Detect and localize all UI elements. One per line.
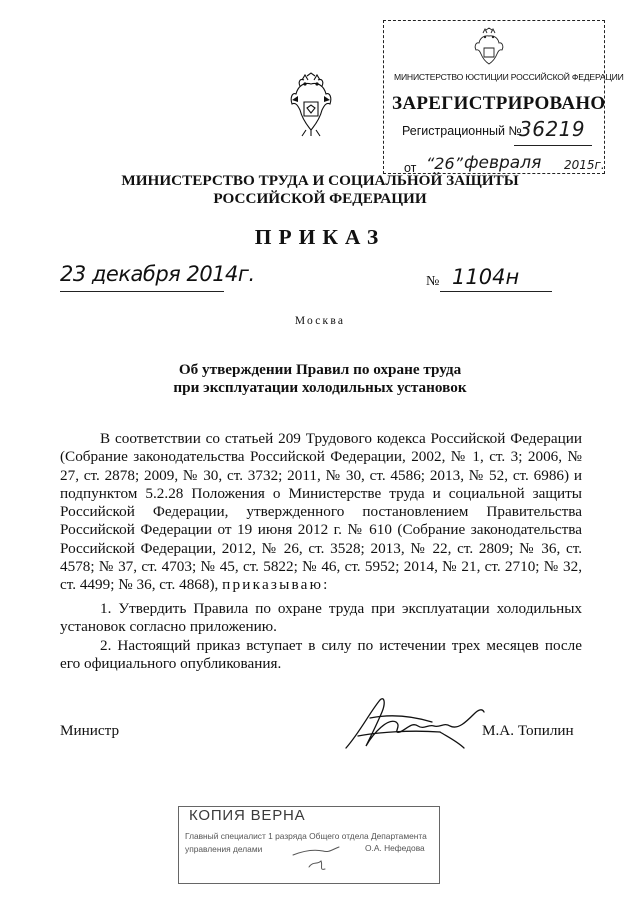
copy-verified-stamp [178,806,440,884]
order-date: 23 декабря 2014г. [60,262,255,286]
order-number: 1104н [452,265,520,289]
document-type: ПРИКАЗ [254,225,386,249]
ministry-line-2: РОССИЙСКОЙ ФЕДЕРАЦИИ [213,190,427,207]
subject-line-2: при эксплуатации холодильных установок [173,379,467,396]
stamp-date-day: “26” [426,154,463,173]
copy-stamp-line-2: управления делами [185,844,263,854]
copy-stamp-name: О.А. Нефедова [365,843,425,853]
order-word: приказываю: [222,576,330,594]
order-number-sign: № [426,274,440,289]
coat-of-arms-icon [288,72,334,138]
stamp-date-prefix: от [404,161,417,175]
stamp-regnum-line [514,145,592,146]
preamble-text: В соответствии со статьей 209 Трудового кодекса Российской Федерации (Собрание законодательства Российской Федерации, 2002, № 1, ст. 3; 2006, № 27, ст. 2878; 2009, № 30, ст. 3732; 2011, № 30, ст. 4586; 2013, № 52, ст. 6986) и подпунктом 5.2.28 Положения о Министерстве труда и социальной защиты Российской Федерации, утвержденного постановлением Правительства Российской Федерации от 19 июня 2012 г. № 610 (Собрание законодательства Российской Федерации, 2012, № 26, ст. 3528; 2013, № 22, ст. 2809; № 36, ст. 4578; № 37, ст. 4703; № 45, ст. 5822; № 46, ст. 5952; 2014, № 21, ст. 2710; № 32, ст. 4499; № 36, ст. 4868), [60,430,582,594]
order-item-1: 1. Утвердить Правила по охране труда при эксплуатации холодильных установок согласно приложению. [60,600,582,636]
city: Москва [294,315,346,327]
signatory-name: М.А. Топилин [482,722,574,739]
copy-signature-icon [289,835,349,875]
order-items [60,600,582,673]
stamp-regnum-value: 36219 [519,117,586,141]
registration-stamp [383,20,624,175]
copy-stamp-title: КОПИЯ ВЕРНА [189,807,306,824]
stamp-emblem-icon [471,27,507,65]
order-preamble [60,430,582,595]
order-item-2: 2. Настоящий приказ вступает в силу по истечении трех месяцев после его официального опубликования. [60,636,582,672]
stamp-registered: ЗАРЕГИСТРИРОВАНО [392,93,606,114]
ministry-line-1: МИНИСТЕРСТВО ТРУДА И СОЦИАЛЬНОЙ ЗАЩИТЫ [121,172,519,189]
order-subject [0,361,640,397]
signature-icon [340,692,500,758]
order-number-underline [440,291,552,292]
subject-line-1: Об утверждении Правил по охране труда [178,361,462,378]
stamp-date-year: 2015г. [564,158,605,172]
preamble-paragraph [60,430,582,595]
stamp-regnum-label: Регистрационный № [402,124,522,138]
signatory-position: Министр [60,722,120,739]
stamp-date-month: февраля [464,153,542,173]
copy-stamp-line-1: Главный специалист 1 разряда Общего отдела Департамента [185,831,427,841]
order-date-underline [60,291,224,292]
stamp-ministry: МИНИСТЕРСТВО ЮСТИЦИИ РОССИЙСКОЙ ФЕДЕРАЦИИ [394,72,624,82]
ministry-header [0,172,640,208]
